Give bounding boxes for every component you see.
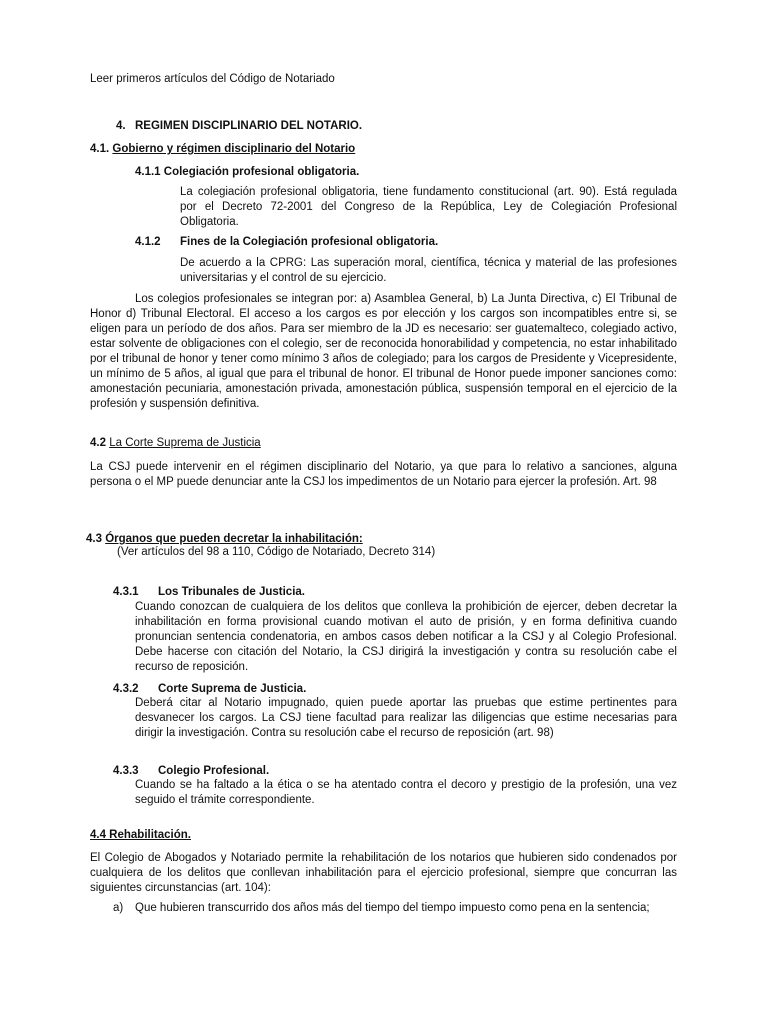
section-4-3-title: Órganos que pueden decretar la inhabilitación: xyxy=(105,533,363,545)
section-4-1-heading xyxy=(90,142,650,157)
section-4-3-1-heading xyxy=(113,585,653,600)
section-4-1-2-title: Fines de la Colegiación profesional obligatoria. xyxy=(180,236,439,248)
section-4-3-2-title: Corte Suprema de Justicia. xyxy=(158,683,307,695)
section-4-3-number: 4.3 xyxy=(86,533,102,545)
section-4-3-1-title: Los Tribunales de Justicia. xyxy=(158,586,305,598)
section-4-2-number: 4.2 xyxy=(90,437,106,449)
section-4-4-body: El Colegio de Abogados y Notariado permite la rehabilitación de los notarios que hubieren sido condenados por cualquiera de los delitos que conllevan inhabilitación para el ejercicio profesional, siempre que concurran las siguientes circunstancias (art. 104): xyxy=(90,852,677,894)
list-item-a: Que hubieren transcurrido dos años más del tiempo del tiempo impuesto como pena en la sentencia; xyxy=(135,902,650,914)
section-4-3-3-number: 4.3.3 xyxy=(113,765,139,777)
section-4-3-1-number: 4.3.1 xyxy=(113,586,139,598)
section-4-3-2-number: 4.3.2 xyxy=(113,683,139,695)
section-4-3-3-body: Cuando se ha faltado a la ética o se ha atentado contra el decoro y prestigio de la profesión, una vez seguido el trámite correspondiente. xyxy=(135,779,677,806)
section-4-2-heading xyxy=(90,436,650,451)
section-4-title: REGIMEN DISCIPLINARIO DEL NOTARIO. xyxy=(135,120,363,132)
section-4-1-2-heading xyxy=(135,235,675,250)
section-4-number: 4. xyxy=(116,120,126,132)
section-4-4-heading: 4.4 Rehabilitación. xyxy=(90,829,191,841)
list-marker-a: a) xyxy=(113,902,124,914)
section-4-1-number: 4.1. xyxy=(90,143,110,155)
intro-line: Leer primeros artículos del Código de Notariado xyxy=(90,73,335,85)
section-4-3-3-title: Colegio Profesional. xyxy=(158,765,270,777)
section-4-2-title: La Corte Suprema de Justicia xyxy=(109,437,261,449)
section-4-3-3-heading xyxy=(113,764,653,779)
colegios-paragraph: Los colegios profesionales se integran por: a) Asamblea General, b) La Junta Directiva, c) El Tribunal de Honor d) Tribunal Electoral. El acceso a los cargos es por elección y los cargos son incompatibles entre si, se eligen para un período de dos años. Para ser miembro de la JD es necesario: ser guatemalteco, colegiado activo, estar solvente de obligaciones con el colegio, ser de reconocida honorabilidad y competencia, no estar inhabilitado por el tribunal de honor y tener como mínimo 3 años de colegiado; para los cargos de Presidente y Vicepresidente, un mínimo de 5 años, al igual que para el tribunal de honor. El tribunal de Honor puede imponer sanciones como: amonestación pecuniaria, amonestación privada, amonestación pública, suspensión temporal en el ejercicio de la profesión y suspensión definitiva. xyxy=(90,293,677,410)
section-4-1-2-number: 4.1.2 xyxy=(135,236,161,248)
section-4-heading xyxy=(116,119,676,134)
section-4-3-2-body: Deberá citar al Notario impugnado, quien puede aportar las pruebas que estime pertinentes para desvanecer los cargos. La CSJ tiene facultad para realizar las diligencias que estime necesarias para dirigir la investigación. Contra su resolución cabe el recurso de reposición (art. 98) xyxy=(135,697,677,739)
section-4-1-1-heading: 4.1.1 Colegiación profesional obligatoria. xyxy=(135,166,360,178)
section-4-1-2-body: De acuerdo a la CPRG: Las superación moral, científica, técnica y material de las profesiones universitarias y el control de su ejercicio. xyxy=(180,257,677,284)
section-4-3-1-body: Cuando conozcan de cualquiera de los delitos que conlleva la prohibición de ejercer, deben decretar la inhabilitación en forma provisional cuando motivan el auto de prisión, y en forma definitiva cuando pronuncian sentencia condenatoria, en ambos casos deben notificar a la CSJ y al Colegio Profesional. Debe hacerse con citación del Notario, la CSJ dirigirá la investigación y contra su resolución cabe el recurso de reposición. xyxy=(135,601,677,673)
section-4-1-1-body: La colegiación profesional obligatoria, tiene fundamento constitucional (art. 90). Está regulada por el Decreto 72-2001 del Congreso de la República, Ley de Colegiación Profesional Obligatoria. xyxy=(180,186,677,228)
section-4-2-body: La CSJ puede intervenir en el régimen disciplinario del Notario, ya que para lo relativo a sanciones, alguna persona o el MP puede denunciar ante la CSJ los impedimentos de un Notario para ejercer la profesión. Art. 98 xyxy=(90,461,677,488)
section-4-3-2-heading xyxy=(113,682,653,697)
section-4-1-title: Gobierno y régimen disciplinario del Notario xyxy=(112,143,356,155)
section-4-3-subtitle: (Ver artículos del 98 a 110, Código de Notariado, Decreto 314) xyxy=(117,546,436,558)
